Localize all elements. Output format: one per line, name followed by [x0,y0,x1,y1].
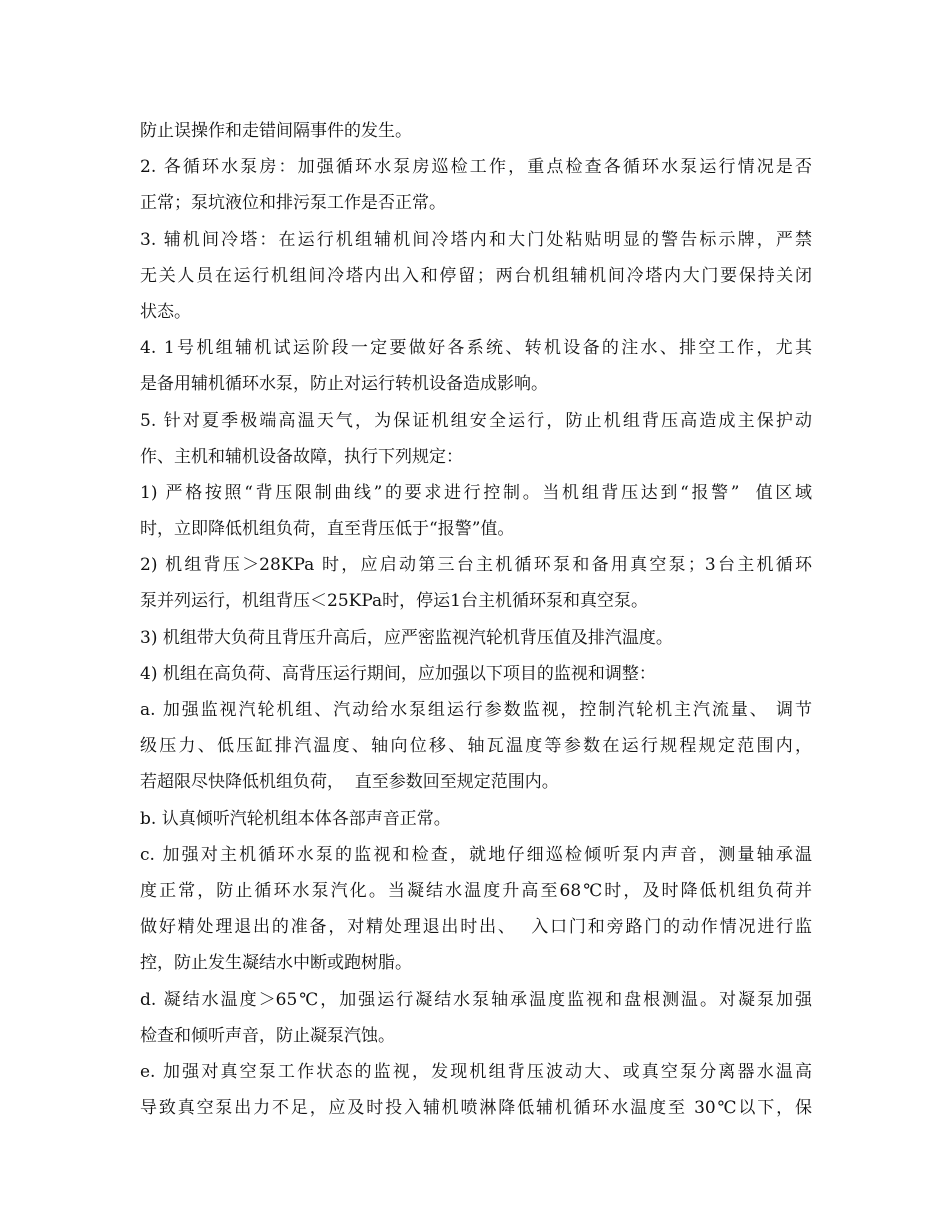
text-line: 检查和倾听声音，防止凝泵汽蚀。 [140,1025,395,1046]
text-line: a. 加强监视汽轮机组、汽动给水泵组运行参数监视，控制汽轮机主汽流量、 调节 [140,700,812,720]
text-line: 2. 各循环水泵房：加强循环水泵房巡检工作，重点检查各循环水泵运行情况是否 [140,157,812,178]
text-line: e. 加强对真空泵工作状态的监视，发现机组背压波动大、或真空泵分离器水温高 [140,1061,812,1082]
text-line: 做好精处理退出的准备，对精处理退出时出、 入口门和旁路门的动作情况进行监 [140,917,812,938]
text-line: 导致真空泵出力不足，应及时投入辅机喷淋降低辅机循环水温度至 30℃以下，保 [140,1098,812,1119]
text-line: 无关人员在运行机组间冷塔内出入和停留；两台机组辅机间冷塔内大门要保持关闭 [140,265,812,286]
text-line: 2) 机组背压＞28KPa 时，应启动第三台主机循环泵和备用真空泵；3台主机循环 [140,555,812,576]
text-line: 是备用辅机循环水泵，防止对运行转机设备造成影响。 [140,374,548,395]
text-line: 5. 针对夏季极端高温天气，为保证机组安全运行，防止机组背压高造成主保护动 [140,410,812,431]
text-line: 控，防止发生凝结水中断或跑树脂。 [140,953,412,974]
text-line: 泵并列运行，机组背压＜25KPa时，停运1台主机循环泵和真空泵。 [140,591,648,612]
text-line: 4) 机组在高负荷、高背压运行期间，应加强以下项目的监视和调整： [140,663,656,684]
text-line: 若超限尽快降低机组负荷， 直至参数回至规定范围内。 [140,772,559,793]
document-body [140,113,812,1126]
text-line: 度正常，防止循环水泵汽化。当凝结水温度升高至68℃时，及时降低机组负荷并 [140,880,812,901]
text-line: 防止误操作和走错间隔事件的发生。 [140,121,412,141]
text-line: 级压力、低压缸排汽温度、轴向位移、轴瓦温度等参数在运行规程规定范围内， [140,736,812,757]
text-line: 4. 1号机组辅机试运阶段一定要做好各系统、转机设备的注水、排空工作，尤其 [140,338,812,359]
text-line: 时，立即降低机组负荷，直至背压低于“报警”值。 [140,519,515,540]
text-line: 状态。 [140,301,191,322]
text-line: 正常；泵坑液位和排污泵工作是否正常。 [140,193,446,214]
text-line: 1) 严格按照“背压限制曲线”的要求进行控制。当机组背压达到“报警” 值区域 [140,482,812,503]
text-line: b. 认真倾听汽轮机组本体各部声音正常。 [140,808,451,829]
text-line: 3) 机组带大负荷且背压升高后，应严密监视汽轮机背压值及排汽温度。 [140,627,673,648]
text-line: 作、主机和辅机设备故障，执行下列规定： [140,446,463,467]
text-line: 3. 辅机间冷塔：在运行机组辅机间冷塔内和大门处粘贴明显的警告标示牌，严禁 [140,229,812,250]
text-line: d. 凝结水温度＞65℃，加强运行凝结水泵轴承温度监视和盘根测温。对凝泵加强 [140,989,812,1010]
text-line: c. 加强对主机循环水泵的监视和检查，就地仔细巡检倾听泵内声音，测量轴承温 [140,844,812,865]
